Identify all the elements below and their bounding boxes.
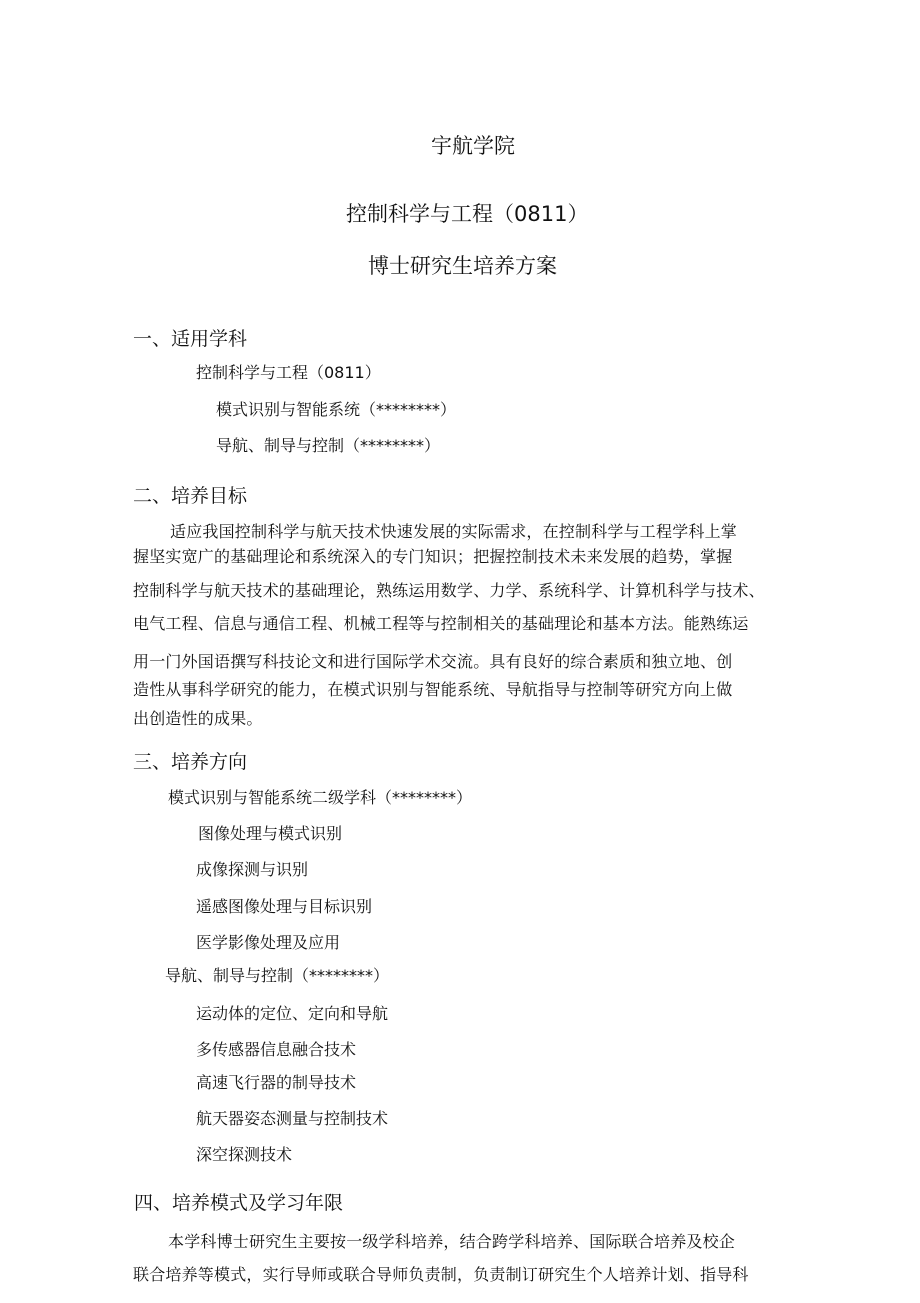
paragraph-line: 联合培养等模式，实行导师或联合导师负责制，负责制订研究生个人培养计划、指导科 (133, 1265, 749, 1284)
direction-item: 图像处理与模式识别 (198, 824, 343, 843)
direction-item: 高速飞行器的制导技术 (196, 1073, 357, 1092)
direction-item: 遥感图像处理与目标识别 (196, 897, 373, 916)
direction-item: 多传感器信息融合技术 (196, 1040, 357, 1059)
direction-item: 航天器姿态测量与控制技术 (196, 1109, 389, 1128)
section-heading: 一、适用学科 (133, 328, 248, 350)
school-name: 宇航学院 (431, 134, 515, 158)
paragraph-line: 用一门外国语撰写科技论文和进行国际学术交流。具有良好的综合素质和独立地、创 (133, 652, 733, 671)
direction-item: 成像探测与识别 (196, 860, 309, 879)
section-heading: 三、培养方向 (133, 751, 248, 773)
section-heading: 二、培养目标 (133, 485, 248, 507)
direction-item: 深空探测技术 (196, 1145, 293, 1164)
paragraph-line: 握坚实宽广的基础理论和系统深入的专门知识；把握控制技术未来发展的趋势，掌握 (133, 547, 733, 566)
discipline-line: 模式识别与智能系统（********） (216, 400, 457, 419)
direction-group-title: 导航、制导与控制（********） (165, 966, 390, 985)
plan-title: 博士研究生培养方案 (368, 254, 557, 278)
paragraph-line: 造性从事科学研究的能力，在模式识别与智能系统、导航指导与控制等研究方向上做 (133, 680, 733, 699)
discipline-line: 导航、制导与控制（********） (216, 436, 441, 455)
paragraph-line: 适应我国控制科学与航天技术快速发展的实际需求，在控制科学与工程学科上掌 (170, 522, 738, 541)
direction-item: 运动体的定位、定向和导航 (196, 1004, 389, 1023)
direction-group-title: 模式识别与智能系统二级学科（********） (168, 788, 473, 807)
section-heading: 四、培养模式及学习年限 (134, 1192, 344, 1214)
discipline-line: 控制科学与工程（0811） (196, 363, 381, 382)
paragraph-line: 控制科学与航天技术的基础理论，熟练运用数学、力学、系统科学、计算机科学与技术、 (133, 581, 765, 600)
paragraph-line: 出创造性的成果。 (133, 709, 263, 728)
discipline-title: 控制科学与工程（0811） (346, 202, 589, 226)
paragraph-line: 本学科博士研究生主要按一级学科培养，结合跨学科培养、国际联合培养及校企 (168, 1232, 736, 1251)
direction-item: 医学影像处理及应用 (196, 933, 341, 952)
paragraph-line: 电气工程、信息与通信工程、机械工程等与控制相关的基础理论和基本方法。能熟练运 (133, 614, 749, 633)
